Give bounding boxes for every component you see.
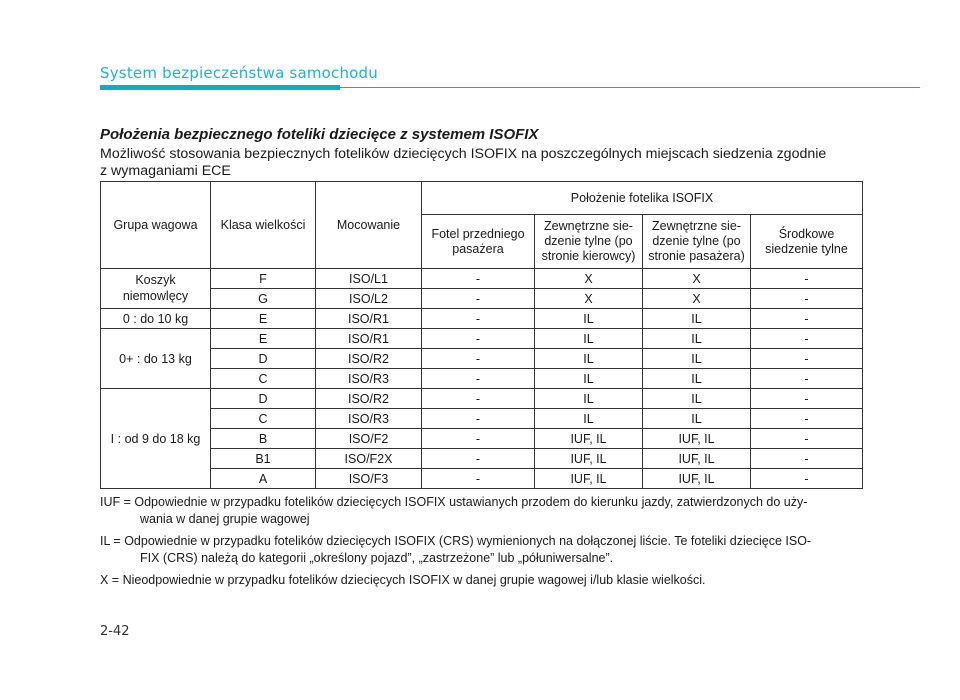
table-cell: D [211, 349, 316, 369]
table-cell: X [535, 269, 643, 289]
header-text: dzenie tylne (po [652, 234, 741, 248]
table-row [101, 429, 863, 449]
table-cell: IUF, IL [535, 429, 643, 449]
table-cell: IL [535, 389, 643, 409]
table-cell: C [211, 409, 316, 429]
table-cell: IL [643, 349, 751, 369]
table-cell: - [751, 389, 863, 409]
table-cell: - [751, 269, 863, 289]
table-cell: IUF, IL [643, 469, 751, 489]
table-cell: - [422, 369, 535, 389]
group-cell-I: I : od 9 do 18 kg [101, 389, 211, 489]
table-cell: ISO/R1 [316, 329, 422, 349]
table-cell: IUF, IL [535, 469, 643, 489]
table-row [101, 309, 863, 329]
header-text: stronie kierowcy) [541, 249, 636, 263]
table-cell: B1 [211, 449, 316, 469]
note-text: FIX (CRS) należą do kategorii „określony pojazd”, „zastrzeżone” lub „półuniwersalne”. [140, 551, 614, 565]
header-rear-center [751, 215, 863, 269]
intro-line: Możliwość stosowania bezpiecznych fotelików dziecięcych ISOFIX na poszczególnych miejscach siedzenia zgodnie [100, 146, 827, 162]
table-cell: IUF, IL [535, 449, 643, 469]
note-text: IUF = Odpowiednie w przypadku fotelików dziecięcych ISOFIX ustawianych przodem do kierunku jazdy, zatwierdzonych do uży- [100, 495, 808, 509]
table-row [101, 389, 863, 409]
table-cell: - [422, 289, 535, 309]
table-cell: X [643, 269, 751, 289]
table-cell: ISO/R3 [316, 409, 422, 429]
chapter-header-title: System bezpieczeństwa samochodu [100, 64, 378, 82]
group-cell-0plus: 0+ : do 13 kg [101, 329, 211, 389]
table-cell: ISO/R1 [316, 309, 422, 329]
table-cell: X [643, 289, 751, 309]
header-text: pasażera [452, 241, 504, 256]
table-cell: - [751, 309, 863, 329]
table-cell: IL [535, 369, 643, 389]
table-cell: - [422, 469, 535, 489]
header-rear-passenger-side [643, 215, 751, 269]
header-size-class: Klasa wielkości [211, 182, 316, 269]
legend-notes [100, 494, 870, 594]
table-cell: IL [643, 369, 751, 389]
table-cell: C [211, 369, 316, 389]
table-cell: E [211, 329, 316, 349]
table-cell: IL [535, 409, 643, 429]
table-cell: ISO/F3 [316, 469, 422, 489]
table-cell: - [422, 329, 535, 349]
note-iuf [100, 494, 870, 528]
note-text: wania w danej grupie wagowej [140, 512, 310, 526]
table-cell: ISO/R3 [316, 369, 422, 389]
table-cell: ISO/F2X [316, 449, 422, 469]
table-cell: - [422, 269, 535, 289]
header-weight-group: Grupa wagowa [101, 182, 211, 269]
header-text: Fotel przedniego [431, 226, 525, 241]
header-rear-driver-side [535, 215, 643, 269]
table-cell: IL [535, 309, 643, 329]
chapter-header-rule [340, 87, 920, 88]
intro-line: z wymaganiami ECE [100, 163, 231, 179]
table-cell: F [211, 269, 316, 289]
table-cell: IL [643, 309, 751, 329]
table-cell: IL [535, 329, 643, 349]
header-isofix-position: Położenie fotelika ISOFIX [422, 182, 863, 215]
page-number: 2-42 [100, 624, 130, 639]
table-cell: - [751, 409, 863, 429]
table-row [101, 449, 863, 469]
intro-paragraph [100, 146, 870, 180]
isofix-table [100, 181, 863, 489]
table-cell: IUF, IL [643, 429, 751, 449]
header-front-passenger [422, 215, 535, 269]
table-cell: ISO/F2 [316, 429, 422, 449]
chapter-header-bar [100, 85, 340, 90]
note-text: IL = Odpowiednie w przypadku fotelików dziecięcych ISOFIX (CRS) wymienionych na dołączonej liście. Te foteliki dziecięce ISO- [100, 534, 812, 548]
table-cell: ISO/R2 [316, 349, 422, 369]
table-cell: ISO/L2 [316, 289, 422, 309]
header-mounting: Mocowanie [316, 182, 422, 269]
table-cell: ISO/L1 [316, 269, 422, 289]
table-cell: IL [643, 329, 751, 349]
header-text: Zewnętrzne sie- [544, 219, 633, 233]
table-row [101, 269, 863, 289]
table-cell: - [751, 289, 863, 309]
header-text: Zewnętrzne sie- [652, 219, 741, 233]
header-text: Środkowe [778, 226, 835, 241]
group-cell-0: 0 : do 10 kg [101, 309, 211, 329]
table-cell: IL [535, 349, 643, 369]
table-row [101, 469, 863, 489]
table-cell: - [751, 349, 863, 369]
table-cell: - [422, 349, 535, 369]
table-cell: - [422, 309, 535, 329]
table-cell: - [751, 329, 863, 349]
table-cell: X [535, 289, 643, 309]
table-cell: - [422, 449, 535, 469]
table-cell: - [422, 389, 535, 409]
table-cell: IL [643, 409, 751, 429]
note-x [100, 572, 870, 589]
table-cell: - [751, 429, 863, 449]
table-cell: IL [643, 389, 751, 409]
table-cell: IUF, IL [643, 449, 751, 469]
table-cell: - [751, 469, 863, 489]
table-cell: ISO/R2 [316, 389, 422, 409]
table-cell: - [422, 429, 535, 449]
header-text: dzenie tylne (po [544, 234, 633, 248]
table-cell: B [211, 429, 316, 449]
note-text: X = Nieodpowiednie w przypadku fotelików dziecięcych ISOFIX w danej grupie wagowej i/lub klasie wielkości. [100, 573, 706, 587]
table-row [101, 349, 863, 369]
table-row [101, 329, 863, 349]
section-title: Położenia bezpiecznego foteliki dziecięce z systemem ISOFIX [100, 126, 539, 143]
table-cell: E [211, 309, 316, 329]
table-cell: - [422, 409, 535, 429]
table-row [101, 289, 863, 309]
group-cell-carrycot: Koszyk niemowlęcy [101, 269, 211, 309]
table-cell: A [211, 469, 316, 489]
table-cell: - [751, 449, 863, 469]
table-row [101, 409, 863, 429]
table-cell: D [211, 389, 316, 409]
table-cell: - [751, 369, 863, 389]
header-text: stronie pasażera) [648, 249, 745, 263]
table-cell: G [211, 289, 316, 309]
table-row [101, 369, 863, 389]
note-il [100, 533, 870, 567]
header-text: siedzenie tylne [765, 241, 848, 256]
